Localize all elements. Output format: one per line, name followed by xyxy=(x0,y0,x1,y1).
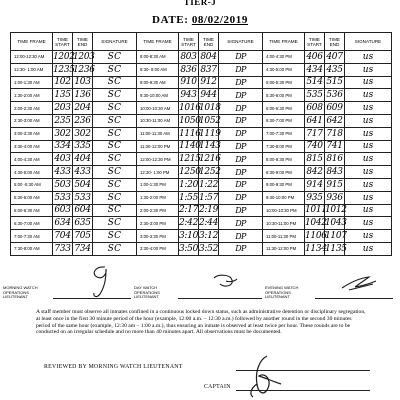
evening-time-frame-cell: 9:30-10:00 PM xyxy=(263,191,305,204)
column-header: TIME FRAME xyxy=(11,33,53,51)
captain-signature xyxy=(245,354,285,400)
day-time-start-cell: 1:55 xyxy=(179,192,199,203)
evening-time-start-cell: 740 xyxy=(306,141,323,152)
morning-time-frame-cell: 4:00-4:30 AM xyxy=(11,153,53,166)
morning-time-start-cell: 1202 xyxy=(53,51,75,62)
table-row xyxy=(11,191,392,204)
morning-signature-cell: SC xyxy=(93,140,137,153)
day-signature-cell: DP xyxy=(219,191,263,204)
date-label: DATE: xyxy=(152,14,189,26)
morning-time-frame-cell: 4:30-5:00 AM xyxy=(11,166,53,179)
day-signature-cell: DP xyxy=(219,242,263,255)
day-time-end-cell: 1018 xyxy=(199,103,221,114)
morning-time-end-cell: 335 xyxy=(74,141,91,152)
day-time-end-cell: 1252 xyxy=(199,167,221,178)
day-signature-cell: DP xyxy=(219,140,263,153)
column-header: SIGNATURE xyxy=(345,33,392,51)
morning-time-end-cell: 705 xyxy=(74,231,91,242)
morning-lieutenant-label: MORNING WATCH OPERATIONS LIEUTENANT xyxy=(3,285,38,300)
morning-time-end-cell: 635 xyxy=(74,218,91,229)
morning-signature-cell: SC xyxy=(93,102,137,115)
table-header-row xyxy=(11,33,392,51)
day-lieutenant-block xyxy=(134,266,264,300)
column-header: TIME FRAME xyxy=(263,33,305,51)
evening-time-start-cell: 1042 xyxy=(305,218,327,229)
evening-time-start-cell: 1106 xyxy=(305,231,327,242)
day-time-frame-cell: 8:30- 8:00 AM xyxy=(137,63,179,76)
morning-signature-cell: SC xyxy=(93,242,137,255)
morning-signature-cell: SC xyxy=(93,63,137,76)
evening-signature-cell: us xyxy=(345,166,392,179)
evening-time-end-cell: 915 xyxy=(326,179,343,190)
morning-time-start-cell: 733 xyxy=(54,243,71,254)
day-time-start-cell: 1250 xyxy=(179,167,201,178)
morning-time-frame-cell: 2:30-3:00 AM xyxy=(11,114,53,127)
morning-time-frame-cell: 6:00-6:30 AM xyxy=(11,204,53,217)
table-row xyxy=(11,230,392,243)
evening-time-frame-cell: 7:30-8:00 PM xyxy=(263,140,305,153)
column-header: SIGNATURE xyxy=(219,33,263,51)
day-signature-cell: DP xyxy=(219,63,263,76)
column-header: SIGNATURE xyxy=(93,33,137,51)
evening-time-end-cell: 536 xyxy=(326,90,343,101)
evening-signature-cell: us xyxy=(345,217,392,230)
evening-time-frame-cell: 8:30-9:00 PM xyxy=(263,166,305,179)
day-signature-cell: DP xyxy=(219,230,263,243)
day-signature-cell: DP xyxy=(219,178,263,191)
day-time-start-cell: 1215 xyxy=(179,154,201,165)
evening-signature-cell: us xyxy=(345,76,392,89)
evening-time-start-cell: 514 xyxy=(306,77,323,88)
day-time-end-cell: 944 xyxy=(200,90,217,101)
table-row xyxy=(11,63,392,76)
evening-signature-cell: us xyxy=(345,140,392,153)
day-time-end-cell: 837 xyxy=(200,64,217,75)
morning-time-start-cell: 135 xyxy=(54,90,71,101)
evening-time-frame-cell: 4:00-4:30 PM xyxy=(263,51,305,64)
evening-time-frame-cell: 9:00-9:30 PM xyxy=(263,178,305,191)
day-time-frame-cell: 12:00-12:30 PM xyxy=(137,153,179,166)
day-time-frame-cell: 3:30-4:00 PM xyxy=(137,242,179,255)
day-time-frame-cell: 1:00-1:30 PM xyxy=(137,178,179,191)
morning-time-start-cell: 334 xyxy=(54,141,71,152)
morning-time-start-cell: 704 xyxy=(54,231,71,242)
morning-time-frame-cell: 12:30- 1:00 AM xyxy=(11,63,53,76)
morning-time-end-cell: 604 xyxy=(74,205,91,216)
day-time-start-cell: 2:17 xyxy=(179,205,199,216)
day-time-end-cell: 1:22 xyxy=(199,179,219,190)
day-time-frame-cell: 2:00-2:30 PM xyxy=(137,204,179,217)
day-time-frame-cell: 9:00-9:30 AM xyxy=(137,76,179,89)
table-row xyxy=(11,76,392,89)
day-time-frame-cell: 12:30- 1:00 PM xyxy=(137,166,179,179)
day-time-frame-cell: 10:00-10:30 AM xyxy=(137,102,179,115)
day-time-frame-cell: 8:00-8:30 AM xyxy=(137,51,179,64)
day-time-end-cell: 1119 xyxy=(199,128,221,139)
morning-time-end-cell: 433 xyxy=(74,167,91,178)
table-row xyxy=(11,114,392,127)
morning-time-end-cell: 1203 xyxy=(73,51,95,62)
column-header: TIME END xyxy=(199,33,219,51)
captain-label: CAPTAIN xyxy=(204,384,231,390)
evening-time-start-cell: 1011 xyxy=(305,205,327,216)
evening-time-end-cell: 741 xyxy=(326,141,343,152)
table-row xyxy=(11,153,392,166)
day-time-start-cell: 803 xyxy=(180,51,197,62)
morning-signature-cell: SC xyxy=(93,89,137,102)
day-signature-cell: DP xyxy=(219,89,263,102)
day-time-end-cell: 3:12 xyxy=(199,231,219,242)
column-header: TIME START xyxy=(305,33,325,51)
morning-signature-cell: SC xyxy=(93,127,137,140)
evening-lieutenant-label: EVENING WATCH OPERATIONS LIEUTENANT xyxy=(265,285,299,300)
morning-time-end-cell: 404 xyxy=(74,154,91,165)
day-signature-cell: DP xyxy=(219,127,263,140)
day-time-start-cell: 1050 xyxy=(179,115,201,126)
day-signature-cell: DP xyxy=(219,217,263,230)
day-signature-cell: DP xyxy=(219,114,263,127)
morning-time-start-cell: 1235 xyxy=(53,64,75,75)
table-row xyxy=(11,51,392,64)
day-time-frame-cell: 2:30-3:00 PM xyxy=(137,217,179,230)
date-line xyxy=(0,14,400,26)
morning-lieutenant-block xyxy=(3,266,133,300)
evening-time-start-cell: 842 xyxy=(306,167,323,178)
column-header: TIME START xyxy=(53,33,73,51)
day-time-start-cell: 1016 xyxy=(179,103,201,114)
evening-time-frame-cell: 7:00-7:30 PM xyxy=(263,127,305,140)
evening-time-end-cell: 1135 xyxy=(325,243,347,254)
morning-signature-cell: SC xyxy=(93,76,137,89)
date-value: 08/02/2019 xyxy=(191,14,248,26)
day-time-start-cell: 3:10 xyxy=(179,231,199,242)
morning-time-end-cell: 136 xyxy=(74,90,91,101)
evening-time-end-cell: 435 xyxy=(326,64,343,75)
morning-lieutenant-signature xyxy=(85,264,115,300)
evening-lieutenant-line xyxy=(315,298,393,299)
evening-signature-cell: us xyxy=(345,89,392,102)
table-row xyxy=(11,102,392,115)
table-row xyxy=(11,217,392,230)
evening-signature-cell: us xyxy=(345,127,392,140)
evening-time-end-cell: 609 xyxy=(326,103,343,114)
morning-time-start-cell: 235 xyxy=(54,115,71,126)
morning-time-frame-cell: 2:00-2:30 AM xyxy=(11,102,53,115)
table-row xyxy=(11,204,392,217)
day-time-end-cell: 1216 xyxy=(199,154,221,165)
column-header: TIME END xyxy=(73,33,93,51)
day-time-frame-cell: 10:30-11:00 AM xyxy=(137,114,179,127)
tier-title: TIER-J xyxy=(183,0,217,7)
evening-signature-cell: us xyxy=(345,204,392,217)
evening-time-end-cell: 936 xyxy=(326,192,343,203)
day-time-end-cell: 1143 xyxy=(199,141,221,152)
reviewed-by-label: REVIEWED BY MORNING WATCH LIEUTENANT xyxy=(44,364,183,370)
morning-time-end-cell: 302 xyxy=(74,128,91,139)
morning-time-frame-cell: 7:30-8:00 AM xyxy=(11,242,53,255)
evening-time-frame-cell: 8:00-8:30 PM xyxy=(263,153,305,166)
morning-time-frame-cell: 7:00-7:30 AM xyxy=(11,230,53,243)
evening-signature-cell: us xyxy=(345,102,392,115)
evening-signature-cell: us xyxy=(345,242,392,255)
evening-time-end-cell: 515 xyxy=(326,77,343,88)
morning-time-start-cell: 503 xyxy=(54,179,71,190)
day-signature-cell: DP xyxy=(219,204,263,217)
day-signature-cell: DP xyxy=(219,166,263,179)
lieutenant-signature-row xyxy=(3,266,395,300)
table-row xyxy=(11,178,392,191)
day-time-frame-cell: 9:30-10:00 AM xyxy=(137,89,179,102)
morning-time-start-cell: 533 xyxy=(54,192,71,203)
day-time-end-cell: 2:44 xyxy=(199,218,219,229)
evening-time-start-cell: 1134 xyxy=(305,243,327,254)
evening-time-frame-cell: 6:00-6:30 PM xyxy=(263,102,305,115)
morning-signature-cell: SC xyxy=(93,153,137,166)
morning-signature-cell: SC xyxy=(93,114,137,127)
evening-time-frame-cell: 4:30-5:00 PM xyxy=(263,63,305,76)
morning-time-end-cell: 1236 xyxy=(73,64,95,75)
day-time-end-cell: 1:57 xyxy=(199,192,219,203)
evening-time-end-cell: 407 xyxy=(326,51,343,62)
evening-signature-cell: us xyxy=(345,230,392,243)
evening-time-end-cell: 1043 xyxy=(325,218,347,229)
evening-signature-cell: us xyxy=(345,63,392,76)
morning-time-frame-cell: 12:00-12:30 AM xyxy=(11,51,53,64)
day-signature-cell: DP xyxy=(219,51,263,64)
morning-signature-cell: SC xyxy=(93,204,137,217)
day-signature-cell: DP xyxy=(219,153,263,166)
evening-time-start-cell: 608 xyxy=(306,103,323,114)
evening-signature-cell: us xyxy=(345,191,392,204)
day-lieutenant-line xyxy=(178,298,262,299)
evening-time-frame-cell: 10:30-11:00 PM xyxy=(263,217,305,230)
evening-signature-cell: us xyxy=(345,114,392,127)
day-signature-cell: DP xyxy=(219,102,263,115)
table-row xyxy=(11,242,392,255)
evening-signature-cell: us xyxy=(345,178,392,191)
morning-signature-cell: SC xyxy=(93,230,137,243)
evening-time-end-cell: 816 xyxy=(326,154,343,165)
table-row xyxy=(11,140,392,153)
day-time-end-cell: 3:52 xyxy=(199,243,219,254)
morning-time-end-cell: 204 xyxy=(74,103,91,114)
day-time-end-cell: 2:19 xyxy=(199,205,219,216)
evening-time-frame-cell: 11:00-11:30 PM xyxy=(263,230,305,243)
morning-time-end-cell: 734 xyxy=(74,243,91,254)
evening-time-frame-cell: 5:30-6:00 PM xyxy=(263,89,305,102)
evening-time-end-cell: 718 xyxy=(326,128,343,139)
evening-time-start-cell: 434 xyxy=(306,64,323,75)
evening-time-start-cell: 717 xyxy=(306,128,323,139)
day-lieutenant-signature xyxy=(210,272,240,292)
evening-time-start-cell: 406 xyxy=(306,51,323,62)
evening-time-frame-cell: 5:00-5:30 PM xyxy=(263,76,305,89)
day-time-frame-cell: 11:00-11:30 AM xyxy=(137,127,179,140)
table-body xyxy=(11,51,392,256)
evening-lieutenant-signature xyxy=(339,272,379,294)
evening-time-end-cell: 642 xyxy=(326,115,343,126)
morning-time-frame-cell: 3:30-4:00 AM xyxy=(11,140,53,153)
observation-notice: A staff member must observe all inmates confined in a continuous locked down status, such as administrative detention or disciplinary segregation, at least once in the first 30 minute period of the hour (example, 12:00 a.m. – 12:30 a.m.) followed by another round in the second 30 minutes period of the same hour (example, 12:30 am – 1:00 a.m.), thus ensuring an inmate is observed at least twice per hour. These rounds are to be conducted on an irregular schedule and no more than 40 minutes apart. All observations must be documented. xyxy=(36,309,366,336)
day-time-end-cell: 1052 xyxy=(199,115,221,126)
morning-time-start-cell: 433 xyxy=(54,167,71,178)
morning-signature-cell: SC xyxy=(93,51,137,64)
day-time-start-cell: 910 xyxy=(180,77,197,88)
day-time-start-cell: 3:50 xyxy=(179,243,199,254)
morning-time-start-cell: 102 xyxy=(54,77,71,88)
evening-signature-cell: us xyxy=(345,51,392,64)
column-header: TIME END xyxy=(325,33,345,51)
morning-time-start-cell: 603 xyxy=(54,205,71,216)
morning-time-frame-cell: 6:30-7:00 AM xyxy=(11,217,53,230)
column-header: TIME START xyxy=(179,33,199,51)
morning-time-frame-cell: 1:30-2:00 AM xyxy=(11,89,53,102)
morning-time-end-cell: 533 xyxy=(74,192,91,203)
morning-time-end-cell: 103 xyxy=(74,77,91,88)
table-row xyxy=(11,89,392,102)
evening-time-end-cell: 1107 xyxy=(325,231,347,242)
morning-time-end-cell: 236 xyxy=(74,115,91,126)
day-lieutenant-label: DAY WATCH OPERATIONS LIEUTENANT xyxy=(134,285,160,300)
morning-time-start-cell: 203 xyxy=(54,103,71,114)
evening-time-start-cell: 815 xyxy=(306,154,323,165)
morning-time-start-cell: 634 xyxy=(54,218,71,229)
table-row xyxy=(11,127,392,140)
morning-time-frame-cell: 1:00-1:30 AM xyxy=(11,76,53,89)
day-time-start-cell: 1116 xyxy=(179,128,201,139)
morning-time-frame-cell: 5:30-6:00 AM xyxy=(11,191,53,204)
day-signature-cell: DP xyxy=(219,76,263,89)
day-time-frame-cell: 1:30-2:00 PM xyxy=(137,191,179,204)
morning-time-end-cell: 504 xyxy=(74,179,91,190)
day-time-end-cell: 804 xyxy=(200,51,217,62)
captain-line xyxy=(236,390,370,391)
evening-time-frame-cell: 11:30-12:00 PM xyxy=(263,242,305,255)
morning-signature-cell: SC xyxy=(93,166,137,179)
morning-signature-cell: SC xyxy=(93,191,137,204)
evening-time-start-cell: 535 xyxy=(306,90,323,101)
day-time-start-cell: 943 xyxy=(180,90,197,101)
morning-time-frame-cell: 3:00-3:30 AM xyxy=(11,127,53,140)
evening-lieutenant-block xyxy=(265,266,395,300)
column-header: TIME FRAME xyxy=(137,33,179,51)
day-time-end-cell: 912 xyxy=(200,77,217,88)
day-time-start-cell: 1:20 xyxy=(179,179,199,190)
evening-time-start-cell: 641 xyxy=(306,115,323,126)
morning-signature-cell: SC xyxy=(93,178,137,191)
morning-time-start-cell: 403 xyxy=(54,154,71,165)
evening-time-start-cell: 935 xyxy=(306,192,323,203)
morning-time-start-cell: 302 xyxy=(54,128,71,139)
evening-time-frame-cell: 10:00-10:30 PM xyxy=(263,204,305,217)
evening-signature-cell: us xyxy=(345,153,392,166)
day-time-frame-cell: 3:00-3:30 PM xyxy=(137,230,179,243)
morning-time-frame-cell: 5:00 -5:30 AM xyxy=(11,178,53,191)
evening-time-frame-cell: 6:30-7:00 PM xyxy=(263,114,305,127)
morning-signature-cell: SC xyxy=(93,217,137,230)
evening-time-start-cell: 914 xyxy=(306,179,323,190)
day-time-start-cell: 1140 xyxy=(179,141,201,152)
rounds-table xyxy=(10,32,392,256)
day-time-frame-cell: 11:30-12:00 PM xyxy=(137,140,179,153)
day-time-start-cell: 836 xyxy=(180,64,197,75)
table-row xyxy=(11,166,392,179)
evening-time-end-cell: 1012 xyxy=(325,205,347,216)
day-time-start-cell: 2:42 xyxy=(179,218,199,229)
evening-time-end-cell: 843 xyxy=(326,167,343,178)
